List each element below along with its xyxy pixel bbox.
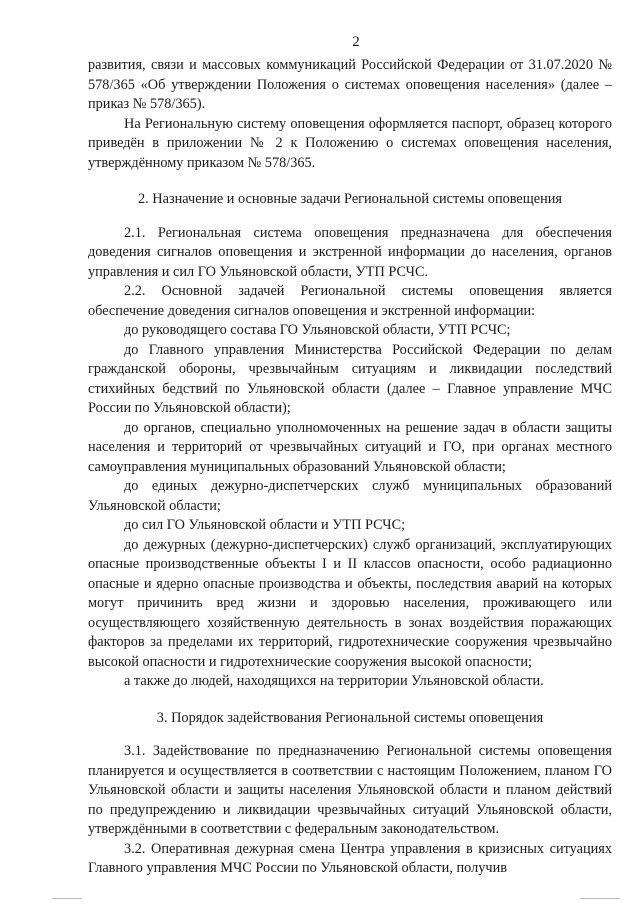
section-2-heading: 2. Назначение и основные задачи Региональной системы оповещения xyxy=(138,191,562,207)
recipient-item: до дежурных (дежурно-диспетчерских) служб организаций, эксплуатирующих опасные производственные объекты I и II классов опасности, особо радиационно опасные и ядерно опасные производства и объекты, последствия аварий на которых могут причинить вред жизни и здоровью населения, проживающего или осуществляющего хозяйственную деятельность в зонах воздействия поражающих факторов за пределами их территорий, гидротехнические сооружения чрезвычайно высокой опасности и гидротехнические сооружения высокой опасности; xyxy=(88,536,612,670)
recipient-item: до сил ГО Ульяновской области и УТП РСЧС; xyxy=(124,517,406,533)
scan-artifact-line xyxy=(52,898,82,899)
recipient-item: до органов, специально уполномоченных на решение задач в области защиты населения и территорий от чрезвычайных ситуаций и ГО, при органах местного самоуправления муниципальных образований Ульяновской области; xyxy=(88,419,612,475)
document-body xyxy=(88,56,612,879)
recipient-item: до единых дежурно-диспетчерских служб муниципальных образований Ульяновской области; xyxy=(88,478,612,514)
recipient-item: а также до людей, находящихся на территории Ульяновской области. xyxy=(124,673,544,689)
section-3-heading: 3. Порядок задействования Региональной системы оповещения xyxy=(156,709,544,726)
section-3-paragraph-3-1: 3.1. Задействование по предназначению Региональной системы оповещения планируется и осуществляется в соответствии с настоящим Положением, планом ГО Ульяновской области и защиты населения Ульяновской области и планом действий по предупреждению и ликвидации чрезвычайных ситуаций Ульяновской области, утверждёнными в соответствии с федеральным законодательством. xyxy=(88,743,612,837)
section-3-paragraph-3-2: 3.2. Оперативная дежурная смена Центра управления в кризисных ситуациях Главного управления МЧС России по Ульяновской области, получив xyxy=(88,840,612,876)
intro-paragraph-1: развития, связи и массовых коммуникаций Российской Федерации от 31.07.2020 № 578/365 «Об утверждении Положения о системах оповещения населения» (далее – приказ № 578/365). xyxy=(88,57,612,112)
intro-paragraph-2: На Региональную систему оповещения оформляется паспорт, образец которого приведён в приложении № 2 к Положению о системах оповещения населения, утверждённому приказом № 578/365. xyxy=(88,115,612,171)
recipient-item: до руководящего состава ГО Ульяновской области, УТП РСЧС; xyxy=(124,322,511,338)
recipient-item: до Главного управления Министерства Российской Федерации по делам гражданской обороны, чрезвычайным ситуациям и ликвидации последствий стихийных бедствий по Ульяновской области (далее – Главное управление МЧС России по Ульяновской области); xyxy=(88,341,612,416)
section-2-paragraph-2-1: 2.1. Региональная система оповещения предназначена для обеспечения доведения сигналов оповещения и экстренной информации до населения, органов управления и сил ГО Ульяновской области, УТП РСЧС. xyxy=(88,224,612,280)
page-number: 2 xyxy=(352,34,360,50)
section-2-paragraph-2-2: 2.2. Основной задачей Региональной системы оповещения является обеспечение доведения сигналов оповещения и экстренной информации: xyxy=(88,283,612,319)
scan-artifact-line xyxy=(580,898,620,899)
